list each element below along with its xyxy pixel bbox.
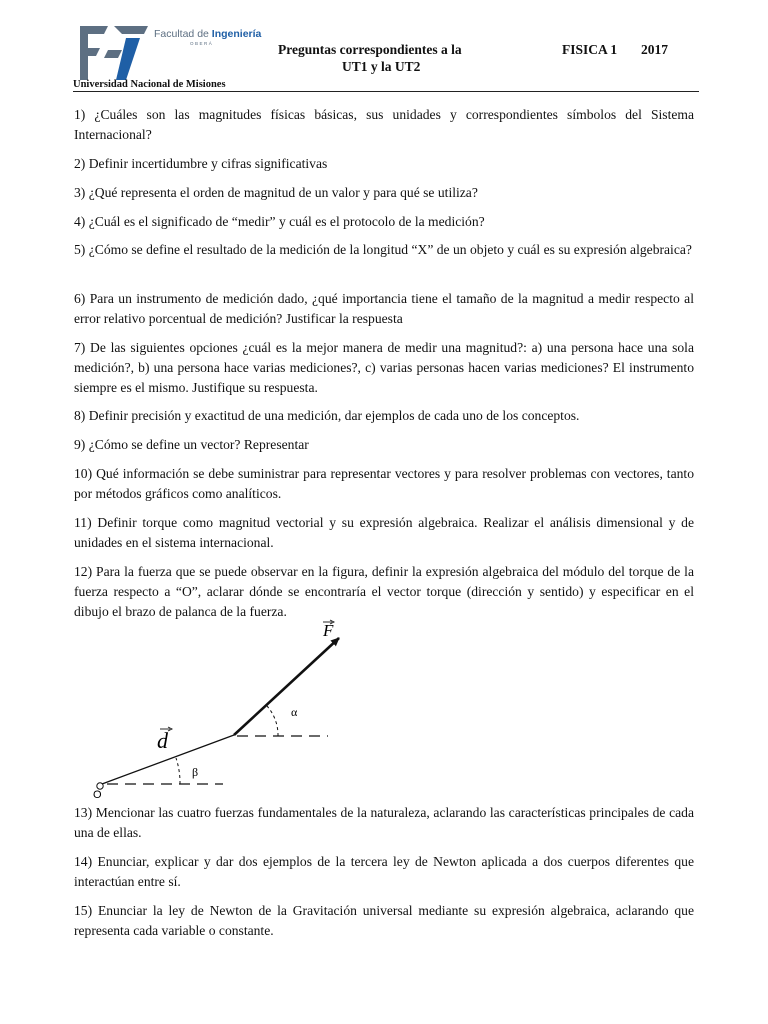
question-9: 9) ¿Cómo se define un vector? Representar (74, 437, 309, 452)
doc-title-line1: Preguntas correspondientes a la (278, 42, 462, 57)
course-name: FISICA 1 (562, 42, 618, 57)
logo-text-prefix: Facultad de (154, 28, 212, 40)
force-vector-arrow (234, 638, 339, 735)
svg-text:Facultad de Ingeniería (154, 28, 262, 40)
header-divider (73, 91, 699, 92)
angle-alpha-arc (267, 706, 278, 736)
question-11: 11) Definir torque como magnitud vectorial y su expresión algebraica. Realizar el análisis dimensional y de unidades en el sistema internacional. (74, 515, 694, 550)
question-14: 14) Enunciar, explicar y dar dos ejemplos de la tercera ley de Newton aplicada a dos cuerpos diferentes que interactúan entre sí. (74, 854, 694, 889)
distance-vector-line (102, 735, 234, 784)
question-10: 10) Qué información se debe suministrar para representar vectores y para resolver problemas con vectores, tanto por métodos gráficos como analíticos. (74, 466, 694, 501)
logo-text-highlight: Ingeniería (211, 28, 262, 40)
faculty-logo (78, 24, 262, 82)
question-2: 2) Definir incertidumbre y cifras significativas (74, 156, 328, 171)
course-year: 2017 (641, 42, 668, 57)
question-12: 12) Para la fuerza que se puede observar en la figura, definir la expresión algebraica del módulo del torque de la fuerza respecto a “O”, aclarar dónde se encontraría el vector torque (dirección y sentido) y especificar en el dibujo el brazo de palanca de la fuerza. (74, 564, 694, 619)
torque-figure (85, 615, 345, 800)
fi-monogram-icon (80, 26, 148, 80)
question-5: 5) ¿Cómo se define el resultado de la medición de la longitud “X” de un objeto y cuál es su expresión algebraica? (74, 242, 692, 257)
angle-alpha-label: α (291, 705, 298, 719)
question-15: 15) Enunciar la ley de Newton de la Gravitación universal mediante su expresión algebraica, aclarando que representa cada variable o constante. (74, 903, 694, 938)
question-7: 7) De las siguientes opciones ¿cuál es la mejor manera de medir una magnitud?: a) una persona hace una sola medición?, b) una persona hace varias mediciones?, c) varias personas hacen varias mediciones? El instrumento siempre es el mismo. Justifique su respuesta. (74, 340, 694, 395)
logo-subtext: OBERÁ (190, 41, 214, 46)
question-6: 6) Para un instrumento de medición dado, ¿qué importancia tiene el tamaño de la magnitud a medir respecto al error relativo porcentual de medición? Justificar la respuesta (74, 291, 694, 326)
force-label: F (323, 621, 334, 640)
question-3: 3) ¿Qué representa el orden de magnitud de un valor y para qué se utiliza? (74, 185, 478, 200)
angle-beta-arc (176, 758, 180, 784)
question-13: 13) Mencionar las cuatro fuerzas fundamentales de la naturaleza, aclarando las características principales de cada una de ellas. (74, 805, 694, 840)
distance-label: d (157, 728, 168, 753)
question-4: 4) ¿Cuál es el significado de “medir” y cuál es el protocolo de la medición? (74, 214, 485, 229)
doc-title-line2: UT1 y la UT2 (342, 59, 421, 74)
university-name: Universidad Nacional de Misiones (73, 79, 226, 90)
angle-beta-label: β (192, 765, 199, 779)
origin-label: O (93, 789, 102, 801)
question-1: 1) ¿Cuáles son las magnitudes físicas básicas, sus unidades y correspondientes símbolos del Sistema Internacional? (74, 107, 694, 142)
question-8: 8) Definir precisión y exactitud de una medición, dar ejemplos de cada uno de los conceptos. (74, 408, 580, 423)
